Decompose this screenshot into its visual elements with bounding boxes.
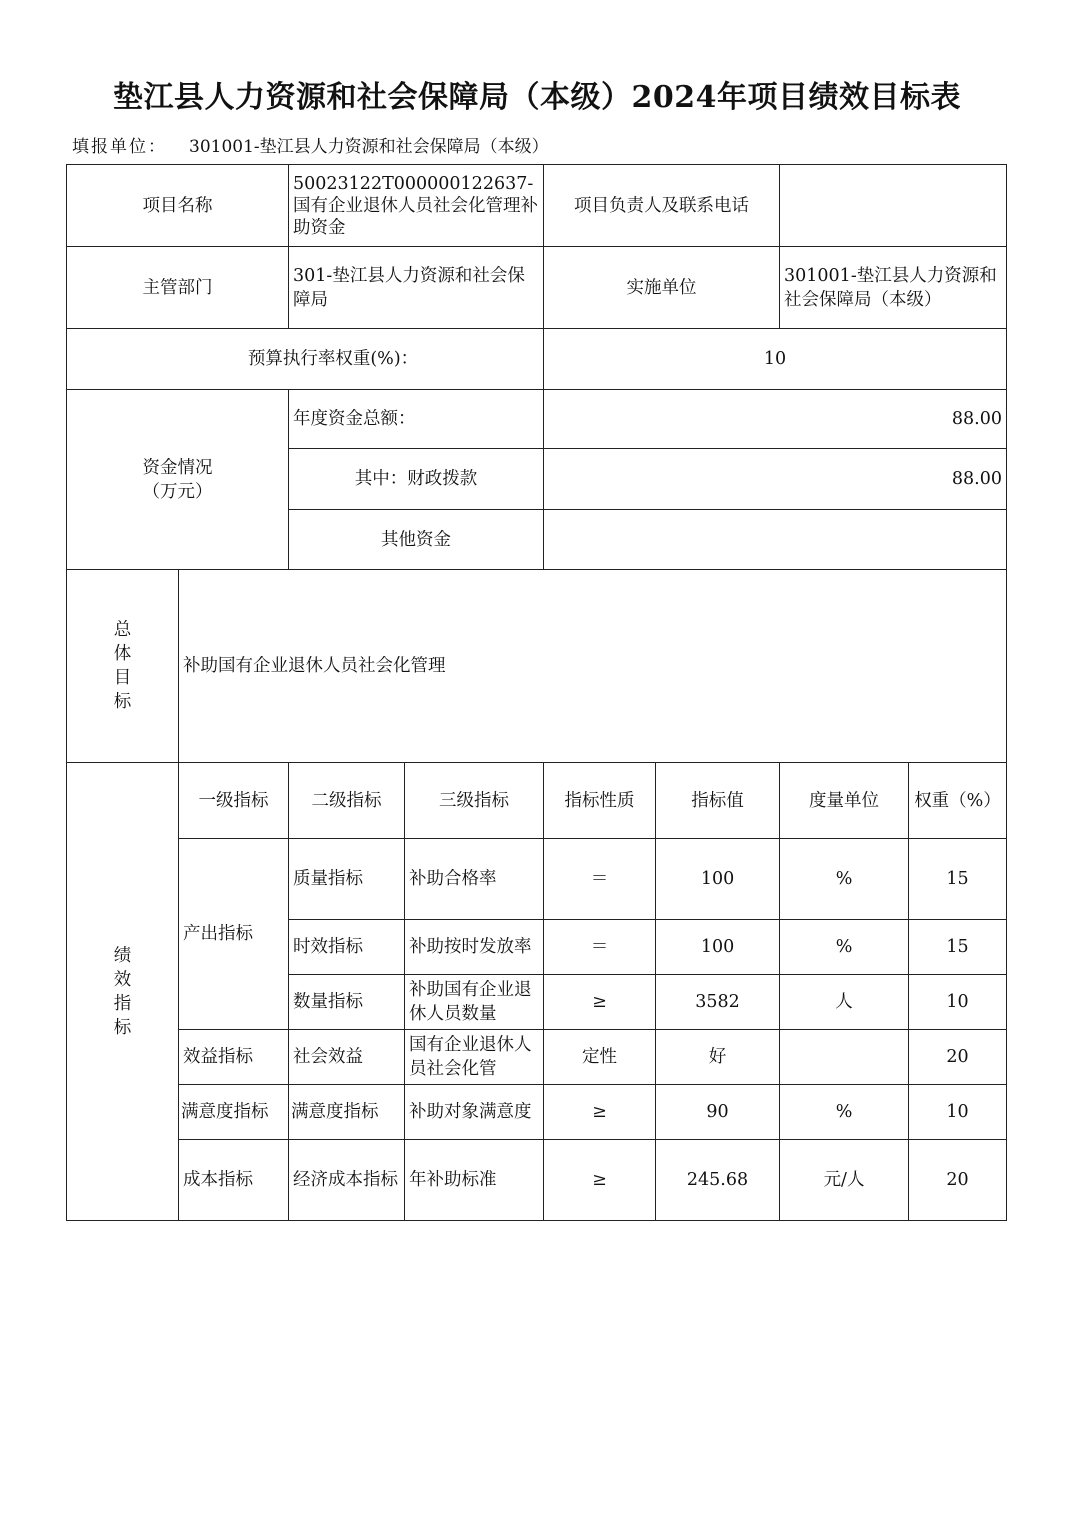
impl-unit-value: 301001-垫江县人力资源和社会保障局（本级）	[780, 247, 1007, 329]
nature-cell: ＝	[544, 920, 656, 975]
level3-cell: 补助按时发放率	[405, 920, 544, 975]
indicators-char: 标	[113, 1017, 132, 1038]
unit-cell: %	[780, 920, 909, 975]
dept-value: 301-垫江县人力资源和社会保障局	[289, 247, 544, 329]
value-cell: 好	[656, 1030, 780, 1085]
dept-label: 主管部门	[67, 247, 289, 329]
overall-goal-char: 体	[113, 644, 132, 664]
weight-cell: 10	[909, 975, 1007, 1030]
value-cell: 245.68	[656, 1140, 780, 1221]
unit-cell: %	[780, 1085, 909, 1140]
level2-cell: 经济成本指标	[289, 1140, 405, 1221]
project-contact-label: 项目负责人及联系电话	[544, 165, 780, 247]
level3-cell: 补助国有企业退休人员数量	[405, 975, 544, 1030]
budget-weight-value: 10	[544, 329, 1007, 390]
reporting-unit-value: 301001-垫江县人力资源和社会保障局（本级）	[189, 137, 549, 157]
level2-cell: 时效指标	[289, 920, 405, 975]
level3-cell: 补助对象满意度	[405, 1085, 544, 1140]
reporting-unit	[72, 132, 549, 157]
level3-cell: 补助合格率	[405, 839, 544, 920]
budget-weight-label: 预算执行率权重(%)：	[67, 329, 544, 390]
nature-cell: ≥	[544, 1140, 656, 1221]
reporting-unit-label: 填报单位：	[72, 137, 167, 157]
level2-cell: 满意度指标	[289, 1085, 405, 1140]
value-cell: 90	[656, 1085, 780, 1140]
nature-cell: ≥	[544, 975, 656, 1030]
overall-goal-char: 目	[113, 668, 132, 688]
funds-fiscal-value: 88.00	[544, 449, 1007, 510]
header-nature: 指标性质	[544, 763, 656, 839]
value-cell: 3582	[656, 975, 780, 1030]
overall-goal-label	[67, 570, 179, 763]
funds-label	[67, 390, 289, 570]
funds-other-value	[544, 510, 1007, 570]
header-unit: 度量单位	[780, 763, 909, 839]
project-name-label: 项目名称	[67, 165, 289, 247]
level3-cell: 年补助标准	[405, 1140, 544, 1221]
indicators-char: 绩	[113, 945, 132, 966]
weight-cell: 15	[909, 920, 1007, 975]
table-row	[67, 839, 1007, 920]
funds-fiscal-label: 其中：财政拨款	[289, 449, 544, 510]
value-cell: 100	[656, 920, 780, 975]
weight-cell: 15	[909, 839, 1007, 920]
table-row	[67, 1085, 1007, 1140]
unit-cell: 人	[780, 975, 909, 1030]
overall-goal-char: 标	[113, 692, 132, 712]
funds-label-line1: 资金情况	[142, 457, 213, 478]
level1-cell: 效益指标	[179, 1030, 289, 1085]
indicators-char: 指	[113, 993, 132, 1014]
performance-target-table	[66, 164, 1007, 1221]
indicators-char: 效	[113, 969, 132, 990]
header-weight: 权重（%）	[909, 763, 1007, 839]
unit-cell	[780, 1030, 909, 1085]
level1-cell: 满意度指标	[179, 1085, 289, 1140]
unit-cell: 元/人	[780, 1140, 909, 1221]
funds-label-line2: （万元）	[142, 481, 213, 502]
funds-total-label: 年度资金总额：	[289, 390, 544, 449]
weight-cell: 20	[909, 1140, 1007, 1221]
overall-goal-text: 补助国有企业退休人员社会化管理	[179, 570, 1007, 763]
level1-cell: 成本指标	[179, 1140, 289, 1221]
impl-unit-label: 实施单位	[544, 247, 780, 329]
funds-total-value: 88.00	[544, 390, 1007, 449]
header-value: 指标值	[656, 763, 780, 839]
unit-cell: %	[780, 839, 909, 920]
header-level3: 三级指标	[405, 763, 544, 839]
level2-cell: 社会效益	[289, 1030, 405, 1085]
weight-cell: 20	[909, 1030, 1007, 1085]
nature-cell: ＝	[544, 839, 656, 920]
level2-cell: 数量指标	[289, 975, 405, 1030]
table-row	[67, 1140, 1007, 1221]
nature-cell: 定性	[544, 1030, 656, 1085]
header-level1: 一级指标	[179, 763, 289, 839]
overall-goal-char: 总	[113, 620, 132, 640]
level3-cell: 国有企业退休人员社会化管	[405, 1030, 544, 1085]
project-name-value: 50023122T000000122637-国有企业退休人员社会化管理补助资金	[289, 165, 544, 247]
value-cell: 100	[656, 839, 780, 920]
funds-other-label: 其他资金	[289, 510, 544, 570]
page-title: 垫江县人力资源和社会保障局（本级）2024年项目绩效目标表	[113, 80, 961, 115]
nature-cell: ≥	[544, 1085, 656, 1140]
output-indicator-label: 产出指标	[179, 839, 289, 1030]
table-row	[67, 1030, 1007, 1085]
level2-cell: 质量指标	[289, 839, 405, 920]
project-contact-value	[780, 165, 1007, 247]
weight-cell: 10	[909, 1085, 1007, 1140]
header-level2: 二级指标	[289, 763, 405, 839]
indicators-label	[67, 763, 179, 1221]
